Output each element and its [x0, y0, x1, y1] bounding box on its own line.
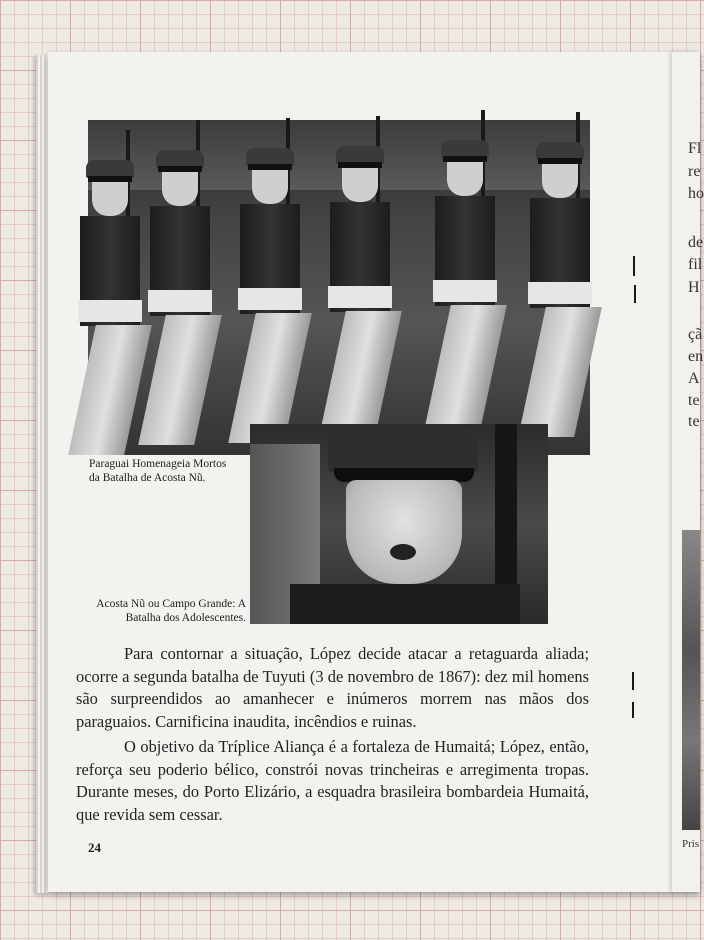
paragraph: Para contornar a situação, López decide atacar a retaguarda aliada; ocorre a segunda batalha de Tuyuti (3 de novembro de 1867): dez mil homens são surpreendidos ao amanhecer e inúmeros morrem nas mãos dos paraguaios. Carnificina inaudita, incêndios e ruinas. — [76, 644, 589, 731]
facing-page-fragment: re — [688, 163, 701, 180]
binding-stitch — [634, 285, 636, 303]
facing-page-fragment: A — [688, 370, 700, 387]
facing-page-fragment: çã — [688, 326, 703, 343]
facing-page-fragment: en — [688, 348, 704, 365]
facing-page-fragment: de — [688, 234, 704, 251]
binding-stitch — [633, 256, 635, 276]
inset-photo-caption: Acosta Nũ ou Campo Grande: A Batalha dos Adolescentes. — [96, 598, 246, 624]
facing-page — [672, 52, 704, 892]
military-cap — [328, 424, 478, 472]
facing-page-fragment: H — [688, 279, 700, 296]
soldier-figure — [528, 142, 592, 442]
open-mouth — [390, 544, 416, 560]
main-photo-caption: Paraguai Homenageia Mortos da Batalha de Acosta Nũ. — [89, 458, 227, 484]
marching-soldiers-photo — [88, 120, 590, 455]
soldier-figure — [238, 148, 302, 448]
body-text — [76, 643, 589, 826]
paragraph: O objetivo da Tríplice Aliança é a fortaleza de Humaitá; López, então, reforça seu poderio bélico, constrói novas trincheiras e arregimenta tropas. Durante meses, do Porto Elizário, a esquadra brasileira bombardeia Humaitá, que revida sem cessar. — [76, 737, 589, 824]
facing-page-fragment: fil — [688, 256, 703, 273]
facing-page-fragment: te — [688, 413, 700, 430]
page-number: 24 — [88, 840, 101, 855]
facing-page-photo — [682, 530, 700, 830]
soldier-figure — [328, 146, 392, 446]
binding-stitch — [632, 702, 634, 718]
binding-stitch — [632, 672, 634, 690]
young-soldier-portrait — [250, 424, 548, 624]
soldier-figure — [148, 150, 212, 450]
uniform-collar — [290, 584, 520, 624]
facing-page-fragment: ho — [688, 185, 704, 202]
soldier-face — [346, 480, 462, 584]
facing-page-caption: Pris — [682, 838, 700, 850]
soldier-figure — [433, 140, 497, 440]
facing-page-fragment: Fl — [688, 140, 702, 157]
soldier-figure — [78, 160, 142, 460]
facing-page-fragment: te — [688, 392, 700, 409]
